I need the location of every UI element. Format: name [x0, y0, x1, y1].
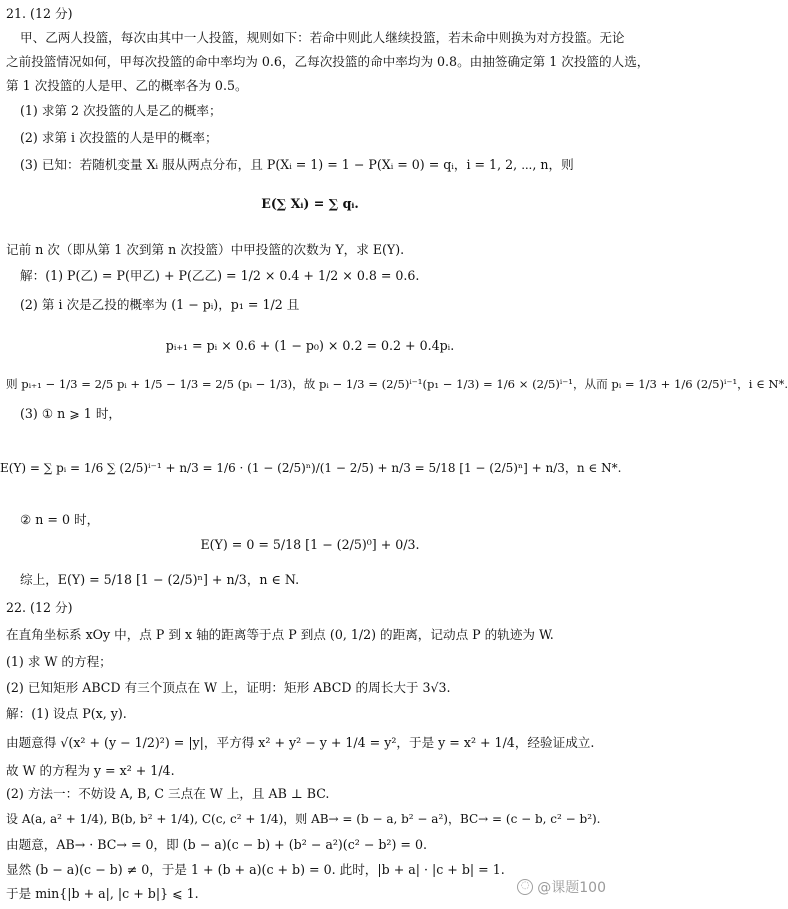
solution-21-part-2: (2) 第 i 次是乙投的概率为 (1 − pᵢ)，p₁ = 1/2 且 [20, 297, 300, 312]
solution-22-equation: 故 W 的方程为 y = x² + 1/4. [6, 763, 175, 778]
recurrence-formula: pᵢ₊₁ = pᵢ × 0.6 + (1 − p₀) × 0.2 = 0.2 + 0.4pᵢ. [165, 338, 455, 353]
problem-22-text: 在直角坐标系 xOy 中，点 P 到 x 轴的距离等于点 P 到点 (0, 1/2) 的距离，记动点 P 的轨迹为 W. [6, 627, 554, 642]
problem-21-part-3: (3) 已知：若随机变量 Xᵢ 服从两点分布，且 P(Xᵢ = 1) = 1 − P(Xᵢ = 0) = qᵢ，i = 1, 2, ⋯, n，则 [20, 157, 574, 172]
solution-22-part-1: 解：(1) 设点 P(x, y). [6, 706, 127, 721]
expectation-formula: E(∑ Xᵢ) = ∑ qᵢ. [261, 196, 359, 211]
solution-22-product-relation: 显然 (b − a)(c − b) ≠ 0，于是 1 + (b + a)(c + b) = 0. 此时，|b + a| · |c + b| = 1. [6, 862, 505, 877]
problem-22-part-1: (1) 求 W 的方程； [6, 654, 112, 669]
solution-21-part-3-case-2: ② n = 0 时， [20, 512, 100, 527]
problem-21-part-2: (2) 求第 i 次投篮的人是甲的概率； [20, 130, 218, 145]
expectation-zero-formula: E(Y) = 0 = 5/18 [1 − (2/5)⁰] + 0/3. [200, 537, 420, 552]
solution-22-method-one: (2) 方法一：不妨设 A, B, C 三点在 W 上，且 AB ⊥ BC. [6, 786, 330, 801]
solution-22-derivation: 由题意得 √(x² + (y − 1/2)²) = |y|，平方得 x² + y² − y + 1/4 = y²，于是 y = x² + 1/4，经验证成立. [6, 735, 595, 750]
problem-21-define-y: 记前 n 次（即从第 1 次到第 n 次投篮）中甲投篮的次数为 Y，求 E(Y). [6, 242, 405, 257]
expectation-sum-formula: E(Y) = ∑ pᵢ = 1/6 ∑ (2/5)ⁱ⁻¹ + n/3 = 1/6 · (1 − (2/5)ⁿ)/(1 − 2/5) + n/3 = 5/18 [1 − (2/5)ⁿ] + n/3，n ∈ N*. [0, 461, 622, 475]
watermark-text: @课题100 [537, 880, 606, 896]
problem-22-part-2: (2) 已知矩形 ABCD 有三个顶点在 W 上，证明：矩形 ABCD 的周长大于 3√3. [6, 680, 451, 695]
solution-21-conclusion: 综上，E(Y) = 5/18 [1 − (2/5)ⁿ] + n/3，n ∈ N. [20, 572, 300, 587]
problem-21-part-1: (1) 求第 2 次投篮的人是乙的概率； [20, 103, 222, 118]
recurrence-solution: 则 pᵢ₊₁ − 1/3 = 2/5 pᵢ + 1/5 − 1/3 = 2/5 (pᵢ − 1/3)，故 pᵢ − 1/3 = (2/5)ⁱ⁻¹(p₁ − 1/3) = 1/6 × (2/5)ⁱ⁻¹，从而 pᵢ = 1/3 + 1/6 (2/5)ⁱ⁻¹，i ∈ N*. [6, 377, 788, 391]
problem-21-text-3: 第 1 次投篮的人是甲、乙的概率各为 0.5。 [6, 78, 248, 93]
solution-21-part-1: 解：(1) P(乙) = P(甲乙) + P(乙乙) = 1/2 × 0.4 + 1/2 × 0.8 = 0.6. [20, 268, 420, 283]
solution-22-min-bound: 于是 min{|b + a|, |c + b|} ⩽ 1. [6, 886, 199, 901]
solution-22-vectors: 设 A(a, a² + 1/4), B(b, b² + 1/4), C(c, c² + 1/4)，则 AB→ = (b − a, b² − a²)，BC→ = (c − b, c² − b²). [6, 812, 601, 826]
solution-22-dot-product: 由题意，AB→ · BC→ = 0，即 (b − a)(c − b) + (b² − a²)(c² − b²) = 0. [6, 837, 427, 852]
solution-21-part-3-case-1: (3) ① n ⩾ 1 时， [20, 406, 122, 421]
problem-21-text-2: 之前投篮情况如何，甲每次投篮的命中率均为 0.6，乙每次投篮的命中率均为 0.8。由抽签确定第 1 次投篮的人选， [6, 54, 650, 69]
problem-21-text-1: 甲、乙两人投篮，每次由其中一人投篮，规则如下：若命中则此人继续投篮，若未命中则换为对方投篮。无论 [20, 30, 625, 45]
problem-22-heading: 22. (12 分) [6, 600, 73, 615]
watermark [517, 877, 606, 897]
problem-21-heading: 21. (12 分) [6, 6, 73, 21]
circle-logo-icon: ◌ [517, 879, 533, 895]
